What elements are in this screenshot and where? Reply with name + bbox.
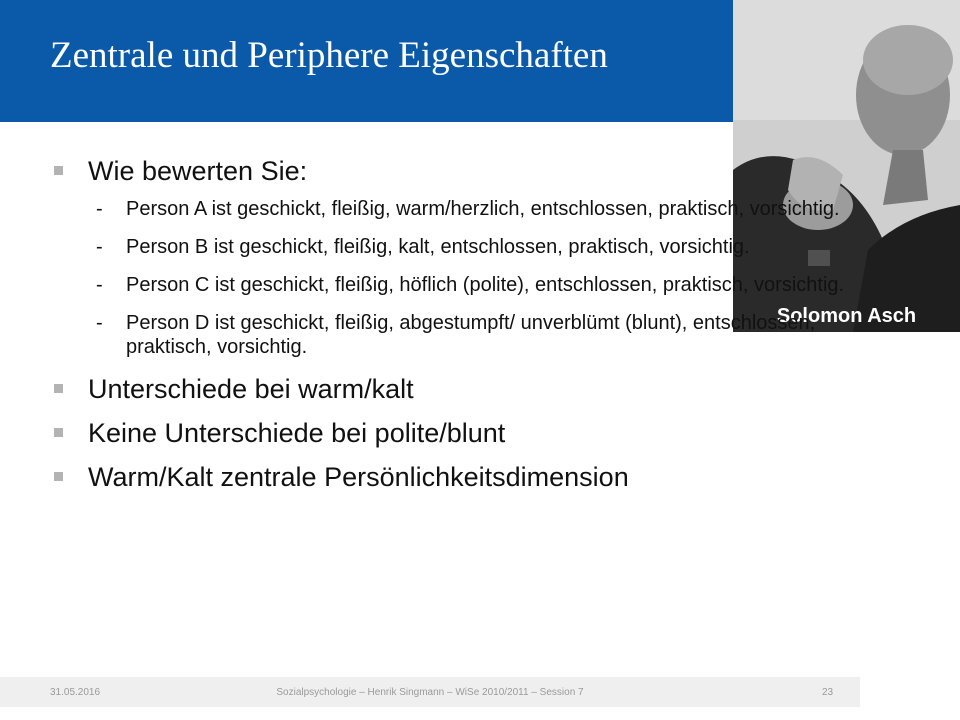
sub-bullet-person-c: - Person C ist geschickt, fleißig, höflich (polite), entschlossen, praktisch, vorsichtig. [96,274,845,296]
bullet-square-icon [54,166,63,175]
bullet-central-dimension: Warm/Kalt zentrale Persönlichkeitsdimension [50,461,860,493]
sub-bullet-person-d: - Person D ist geschickt, fleißig, abgestumpft/ unverblümt (blunt), entschlossen, praktisch, vorsichtig. [96,312,816,358]
bullet-polite-blunt: Keine Unterschiede bei polite/blunt [50,417,860,449]
footer [0,677,860,707]
footer-text: Sozialpsychologie – Henrik Singmann – WiSe 2010/2011 – Session 7 [276,687,584,698]
dash-icon: - [96,198,103,220]
dash-icon: - [96,236,103,258]
slide-content [50,155,860,493]
bullet-warm-cold: Unterschiede bei warm/kalt [50,373,860,405]
footer-date: 31.05.2016 [50,687,101,698]
bullet-square-icon [54,428,63,437]
slide-title: Zentrale und Periphere Eigenschaften [50,35,608,76]
title-bar [0,0,735,122]
bullet-question: Wie bewerten Sie: [50,155,860,187]
sub-bullet-person-a: - Person A ist geschickt, fleißig, warm/herzlich, entschlossen, praktisch, vorsichtig. [96,198,840,220]
page-number: 23 [822,687,834,698]
photo-caption: Solomon Asch [776,305,917,327]
bullet-square-icon [54,472,63,481]
sub-bullet-person-b: - Person B ist geschickt, fleißig, kalt, entschlossen, praktisch, vorsichtig. [96,236,750,258]
dash-icon: - [96,312,103,334]
bullet-square-icon [54,384,63,393]
dash-icon: - [96,274,103,296]
